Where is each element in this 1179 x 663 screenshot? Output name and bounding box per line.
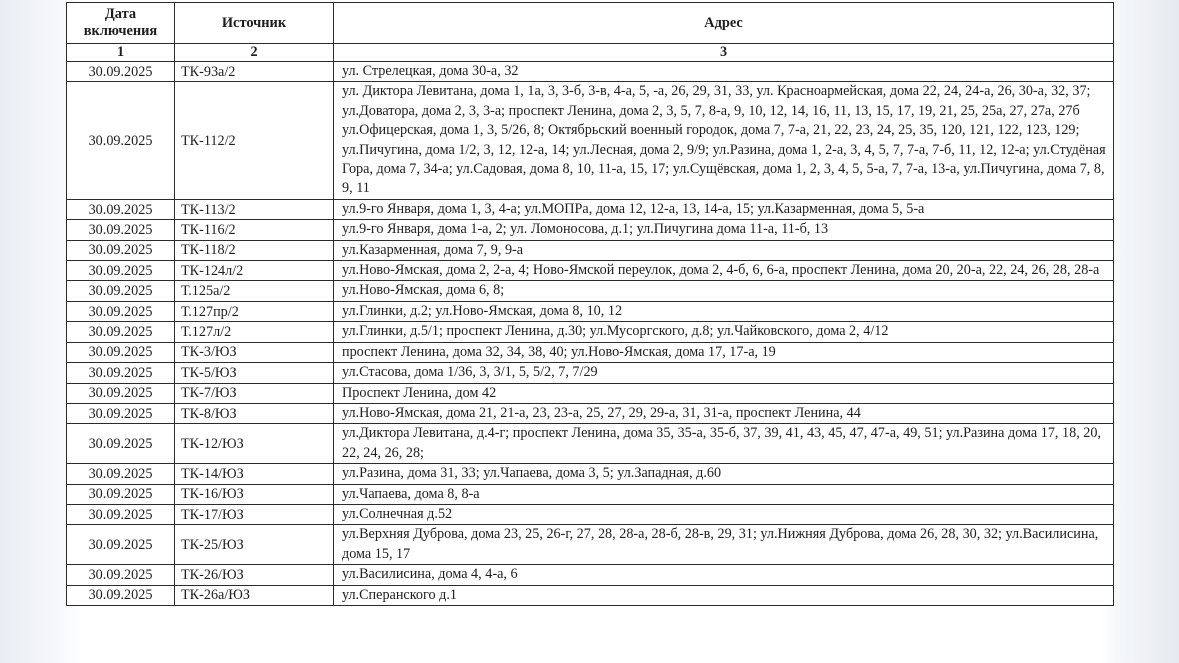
table-body <box>67 62 1114 606</box>
row-address: ул.Диктора Левитана, д.4-г; проспект Ленина, дома 35, 35-а, 35-б, 37, 39, 41, 43, 45, 47, 47-а, 49, 51; ул.Разина дома 17, 18, 20, 22, 24, 26, 28; <box>334 424 1114 464</box>
row-date: 30.09.2025 <box>67 464 175 484</box>
table-row <box>67 565 1114 585</box>
row-date: 30.09.2025 <box>67 504 175 524</box>
row-date: 30.09.2025 <box>67 565 175 585</box>
row-date: 30.09.2025 <box>67 220 175 240</box>
table-row <box>67 484 1114 504</box>
row-address: ул.Разина, дома 31, 33; ул.Чапаева, дома 3, 5; ул.Западная, д.60 <box>334 464 1114 484</box>
row-source: ТК-17/ЮЗ <box>175 504 334 524</box>
column-number: 3 <box>334 44 1114 62</box>
row-source: ТК-26а/ЮЗ <box>175 585 334 605</box>
row-address: ул.9-го Января, дома 1, 3, 4-а; ул.МОПРа, дома 12, 12-а, 13, 14-а, 15; ул.Казарменная, дома 5, 5-а <box>334 199 1114 219</box>
table-row <box>67 464 1114 484</box>
table-row <box>67 322 1114 342</box>
row-address: ул.Чапаева, дома 8, 8-а <box>334 484 1114 504</box>
table-row <box>67 403 1114 423</box>
row-date: 30.09.2025 <box>67 281 175 301</box>
header-row <box>67 3 1114 44</box>
row-address: ул.Стасова, дома 1/36, 3, 3/1, 5, 5/2, 7, 7/29 <box>334 363 1114 383</box>
row-address: Проспект Ленина, дом 42 <box>334 383 1114 403</box>
header-address: Адрес <box>334 3 1114 44</box>
table-row <box>67 261 1114 281</box>
table-row <box>67 363 1114 383</box>
row-date: 30.09.2025 <box>67 322 175 342</box>
row-address: ул.Глинки, д.2; ул.Ново-Ямская, дома 8, 10, 12 <box>334 301 1114 321</box>
row-address: ул. Диктора Левитана, дома 1, 1а, 3, 3-б, 3-в, 4-а, 5, -а, 26, 29, 31, 33, ул. Красноармейская, дома 22, 24, 24-а, 26, 30-а, 32, 37; ул.Доватора, дома 2, 3, 3-а; проспект Ленина, дома 2, 3, 5, 7, 8-а, 9, 10, 12, 14, 16, 11, 13, 15, 17, 19, 21, 25, 25а, 27, 27а, 27б ул.Офицерская, дома 1, 3, 5/26, 8; Октябрьский военный городок, дома 7, 7-а, 21, 22, 23, 24, 25, 35, 120, 121, 122, 123, 129; ул.Пичугина, дома 1/2, 3, 12, 12-а, 14; ул.Лесная, дома 2, 9/9; ул.Разина, дома 1, 2-а, 3, 4, 5, 7, 7-а, 7-б, 11, 12, 12-а; ул.Студёная Гора, дома 7, 34-а; ул.Садовая, дома 8, 10, 11-а, 15, 17; ул.Сущёвская, дома 1, 2, 3, 4, 5, 5-а, 7, 7-а, 13-а, ул.Пичугина, дома 7, 8, 9, 11 <box>334 82 1114 199</box>
row-source: ТК-26/ЮЗ <box>175 565 334 585</box>
row-date: 30.09.2025 <box>67 525 175 565</box>
row-source: ТК-3/ЮЗ <box>175 342 334 362</box>
table-row <box>67 504 1114 524</box>
row-source: Т.127пр/2 <box>175 301 334 321</box>
row-source: ТК-7/ЮЗ <box>175 383 334 403</box>
row-source: ТК-14/ЮЗ <box>175 464 334 484</box>
row-source: ТК-113/2 <box>175 199 334 219</box>
row-source: ТК-25/ЮЗ <box>175 525 334 565</box>
row-address: ул.9-го Января, дома 1-а, 2; ул. Ломоносова, д.1; ул.Пичугина дома 11-а, 11-б, 13 <box>334 220 1114 240</box>
row-source: Т.127л/2 <box>175 322 334 342</box>
table-row <box>67 240 1114 260</box>
header-source: Источник <box>175 3 334 44</box>
outage-schedule-table <box>66 2 1114 606</box>
row-date: 30.09.2025 <box>67 585 175 605</box>
table-row <box>67 585 1114 605</box>
table-row <box>67 220 1114 240</box>
row-address: ул.Василисина, дома 4, 4-а, 6 <box>334 565 1114 585</box>
table-row <box>67 199 1114 219</box>
row-date: 30.09.2025 <box>67 62 175 82</box>
column-number: 2 <box>175 44 334 62</box>
row-source: Т.125а/2 <box>175 281 334 301</box>
table-row <box>67 525 1114 565</box>
row-source: ТК-5/ЮЗ <box>175 363 334 383</box>
row-source: ТК-118/2 <box>175 240 334 260</box>
row-source: ТК-112/2 <box>175 82 334 199</box>
row-address: ул.Солнечная д.52 <box>334 504 1114 524</box>
row-address: ул.Казарменная, дома 7, 9, 9-а <box>334 240 1114 260</box>
row-source: ТК-8/ЮЗ <box>175 403 334 423</box>
row-date: 30.09.2025 <box>67 82 175 199</box>
row-date: 30.09.2025 <box>67 240 175 260</box>
row-date: 30.09.2025 <box>67 261 175 281</box>
row-source: ТК-12/ЮЗ <box>175 424 334 464</box>
row-date: 30.09.2025 <box>67 342 175 362</box>
header-date: Дата включения <box>67 3 175 44</box>
row-address: ул. Стрелецкая, дома 30-а, 32 <box>334 62 1114 82</box>
table-row <box>67 301 1114 321</box>
table-row <box>67 424 1114 464</box>
row-date: 30.09.2025 <box>67 363 175 383</box>
row-address: ул.Глинки, д.5/1; проспект Ленина, д.30; ул.Мусоргского, д.8; ул.Чайковского, дома 2, 4/12 <box>334 322 1114 342</box>
row-source: ТК-16/ЮЗ <box>175 484 334 504</box>
table-row <box>67 281 1114 301</box>
row-address: ул.Верхняя Дуброва, дома 23, 25, 26-г, 27, 28, 28-а, 28-б, 28-в, 29, 31; ул.Нижняя Дуброва, дома 26, 28, 30, 32; ул.Василисина, дома 15, 17 <box>334 525 1114 565</box>
row-source: ТК-124л/2 <box>175 261 334 281</box>
table-row <box>67 342 1114 362</box>
row-date: 30.09.2025 <box>67 484 175 504</box>
row-date: 30.09.2025 <box>67 424 175 464</box>
row-address: ул.Сперанского д.1 <box>334 585 1114 605</box>
row-address: ул.Ново-Ямская, дома 6, 8; <box>334 281 1114 301</box>
row-source: ТК-93а/2 <box>175 62 334 82</box>
table-row <box>67 62 1114 82</box>
column-number: 1 <box>67 44 175 62</box>
row-source: ТК-116/2 <box>175 220 334 240</box>
row-date: 30.09.2025 <box>67 403 175 423</box>
row-date: 30.09.2025 <box>67 383 175 403</box>
row-date: 30.09.2025 <box>67 301 175 321</box>
column-number-row <box>67 44 1114 62</box>
table-row <box>67 82 1114 199</box>
table-row <box>67 383 1114 403</box>
row-date: 30.09.2025 <box>67 199 175 219</box>
row-address: проспект Ленина, дома 32, 34, 38, 40; ул.Ново-Ямская, дома 17, 17-а, 19 <box>334 342 1114 362</box>
row-address: ул.Ново-Ямская, дома 2, 2-а, 4; Ново-Ямской переулок, дома 2, 4-б, 6, 6-а, проспект Ленина, дома 20, 20-а, 22, 24, 26, 28, 28-а <box>334 261 1114 281</box>
row-address: ул.Ново-Ямская, дома 21, 21-а, 23, 23-а, 25, 27, 29, 29-а, 31, 31-а, проспект Ленина, 44 <box>334 403 1114 423</box>
